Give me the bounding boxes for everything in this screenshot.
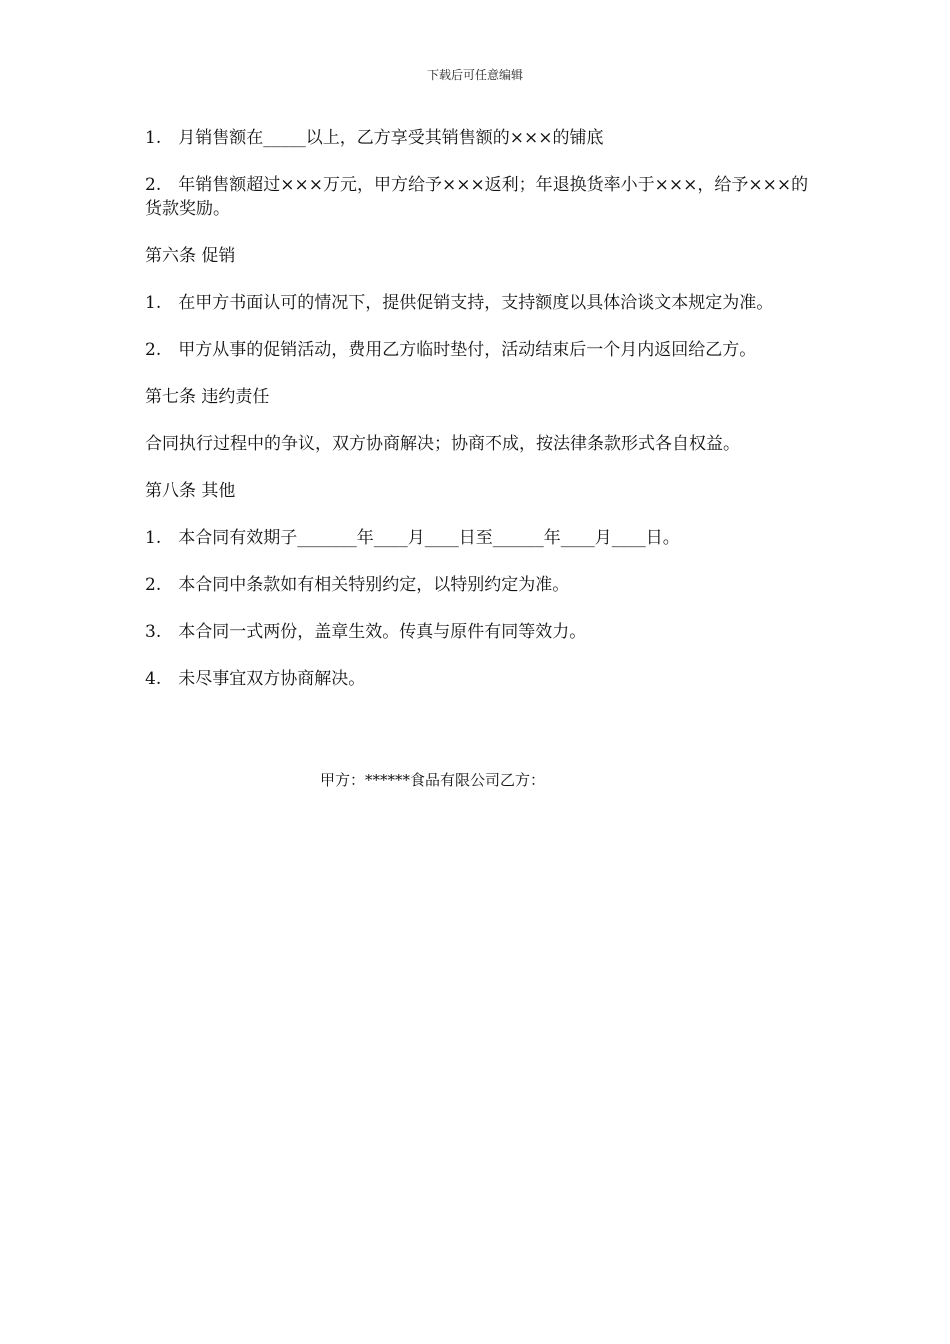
clause-5-item-1: 1. 月销售额在_____以上，乙方享受其销售额的×××的铺底 — [145, 128, 604, 148]
clause-6-item-2: 2. 甲方从事的促销活动，费用乙方临时垫付，活动结束后一个月内返回给乙方。 — [145, 340, 757, 360]
clause-6-item-1: 1. 在甲方书面认可的情况下，提供促销支持，支持额度以具体洽谈文本规定为准。 — [145, 293, 774, 313]
signature-line: 甲方：******食品有限公司乙方： — [320, 771, 546, 789]
clause-8-item-4: 4. 未尽事宜双方协商解决。 — [145, 669, 366, 689]
contract-body — [145, 126, 815, 714]
clause-8-heading: 第八条 其他 — [145, 481, 236, 501]
clause-8-item-2: 2. 本合同中条款如有相关特别约定，以特别约定为准。 — [145, 575, 570, 595]
clause-8-item-3: 3. 本合同一式两份，盖章生效。传真与原件有同等效力。 — [145, 622, 587, 642]
clause-8-item-1: 1. 本合同有效期子_______年____月____日至______年____月____日。 — [145, 528, 680, 548]
clause-7-text: 合同执行过程中的争议，双方协商解决；协商不成，按法律条款形式各自权益。 — [145, 434, 740, 454]
header-note: 下载后可任意编辑 — [426, 68, 523, 82]
clause-7-heading: 第七条 违约责任 — [145, 387, 270, 407]
clause-5-item-2: 2. 年销售额超过×××万元，甲方给予×××返利；年退换货率小于×××，给予×××的货款奖励。 — [145, 175, 809, 219]
clause-6-heading: 第六条 促销 — [145, 246, 236, 266]
